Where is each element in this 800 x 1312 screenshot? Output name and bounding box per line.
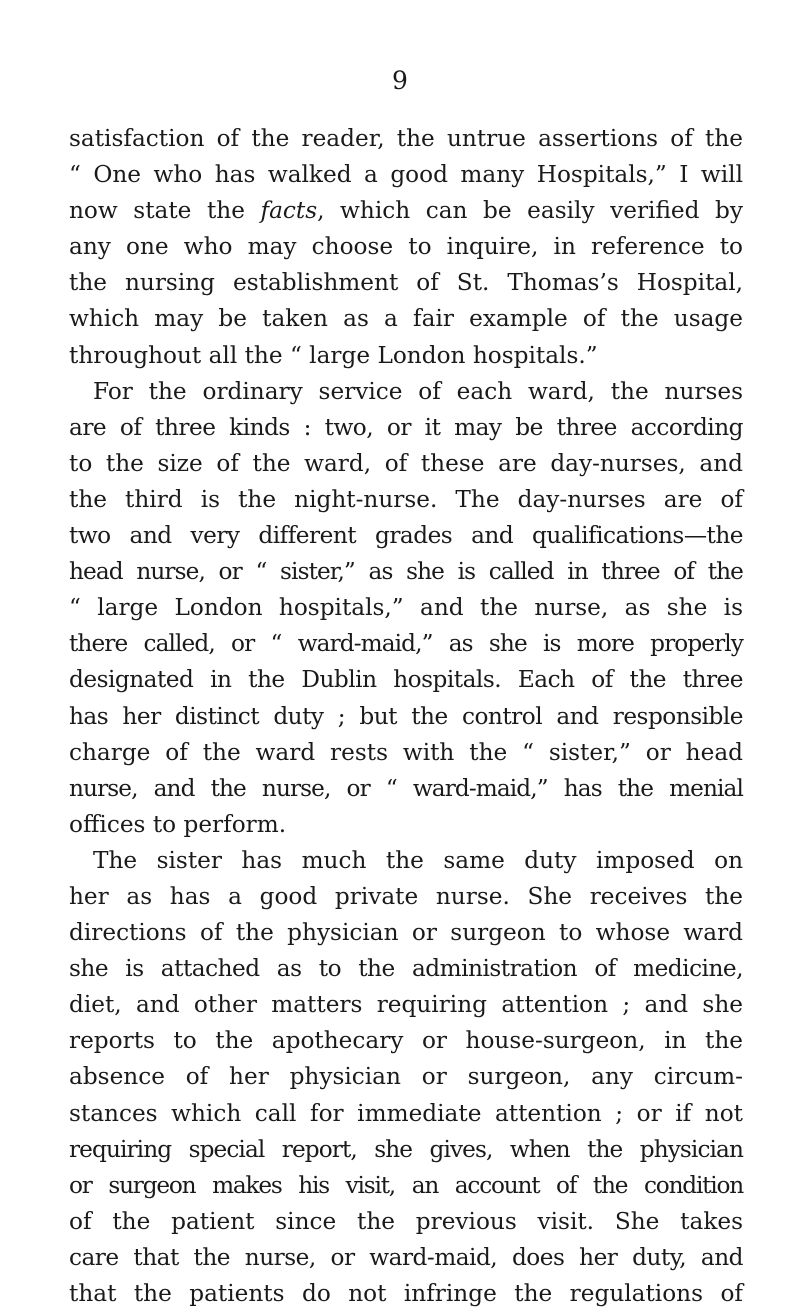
text-line: care that the nurse, or ward-maid, does her duty, and <box>69 1243 743 1271</box>
text-line: “ One who has walked a good many Hospitals,” I will <box>69 161 743 189</box>
text-line: “ large London hospitals,” and the nurse, as she is <box>69 594 743 622</box>
paragraph-start-line: For the ordinary service of each ward, the nurses <box>93 377 743 405</box>
text-run: , which can be easily verified by <box>317 197 743 225</box>
text-line: absence of her physician or surgeon, any circum- <box>69 1063 743 1091</box>
text-line: requiring special report, she gives, when the physician <box>69 1135 743 1163</box>
text-line: are of three kinds : two, or it may be three according <box>69 413 743 441</box>
text-line: charge of the ward rests with the “ sister,” or head <box>69 738 743 766</box>
paragraph-start-line: The sister has much the same duty imposed on <box>93 846 743 874</box>
text-line: of the patient since the previous visit. She takes <box>69 1207 743 1235</box>
text-line: there called, or “ ward-maid,” as she is more properly <box>69 630 743 658</box>
text-line: to the size of the ward, of these are day-nurses, and <box>69 449 743 477</box>
text-line: any one who may choose to inquire, in reference to <box>69 233 743 261</box>
text-line: or surgeon makes his visit, an account of the condition <box>69 1171 743 1199</box>
text-line: stances which call for immediate attention ; or if not <box>69 1099 743 1127</box>
text-line: diet, and other matters requiring attention ; and she <box>69 991 743 1019</box>
text-line: her as has a good private nurse. She receives the <box>69 882 743 910</box>
text-line: directions of the physician or surgeon to whose ward <box>69 919 743 947</box>
text-line: satisfaction of the reader, the untrue assertions of the <box>69 125 743 152</box>
emphasis-facts: facts <box>260 197 318 225</box>
text-line: she is attached as to the administration of medicine, <box>69 955 743 983</box>
text-line: designated in the Dublin hospitals. Each of the three <box>69 666 743 694</box>
text-line: has her distinct duty ; but the control and responsible <box>69 702 743 730</box>
text-line: throughout all the “ large London hospitals.” <box>69 341 598 369</box>
text-line: the nursing establishment of St. Thomas’s Hospital, <box>69 269 743 297</box>
text-line: two and very different grades and qualifications—the <box>69 522 743 550</box>
page-number: 9 <box>392 66 408 95</box>
text-line: nurse, and the nurse, or “ ward-maid,” has the menial <box>69 774 743 802</box>
text-line: head nurse, or “ sister,” as she is called in three of the <box>69 558 743 586</box>
text-line <box>69 193 743 229</box>
text-line: offices to perform. <box>69 810 287 838</box>
text-line: the third is the night-nurse. The day-nurses are of <box>69 485 743 513</box>
text-run: now state the <box>69 197 261 225</box>
text-line: that the patients do not infringe the regulations of <box>69 1280 743 1307</box>
body-text <box>69 121 743 1312</box>
text-line: reports to the apothecary or house-surgeon, in the <box>69 1027 743 1055</box>
text-line: which may be taken as a fair example of the usage <box>69 305 743 333</box>
